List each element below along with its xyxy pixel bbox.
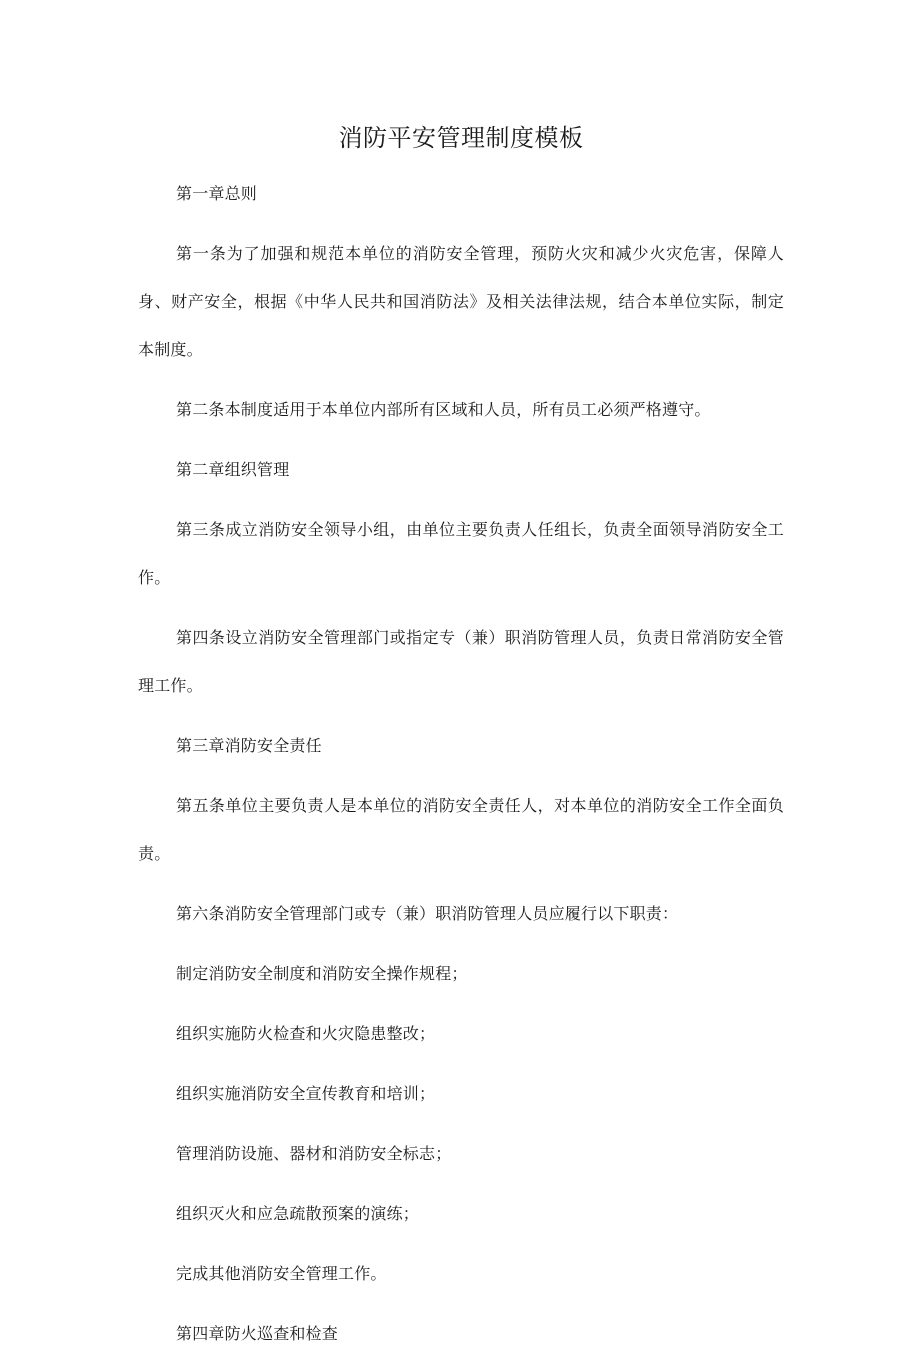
document-title: 消防平安管理制度模板 <box>338 124 584 152</box>
duty-item-1: 制定消防安全制度和消防安全操作规程； <box>176 964 468 983</box>
chapter-3-heading: 第三章消防安全责任 <box>176 736 322 755</box>
chapter-1-heading: 第一章总则 <box>176 184 258 203</box>
duty-item-6: 完成其他消防安全管理工作。 <box>176 1264 387 1283</box>
duty-item-4: 管理消防设施、器材和消防安全标志； <box>176 1144 452 1163</box>
article-2: 第二条本制度适用于本单位内部所有区域和人员，所有员工必须严格遵守。 <box>176 400 711 419</box>
article-3: 第三条成立消防安全领导小组，由单位主要负责人任组长，负责全面领导消防安全工作。 <box>138 520 784 587</box>
duty-item-5: 组织灭火和应急疏散预案的演练； <box>176 1204 420 1223</box>
chapter-4-heading: 第四章防火巡查和检查 <box>176 1324 339 1343</box>
document-body <box>138 118 784 1358</box>
chapter-2-heading: 第二章组织管理 <box>176 460 290 479</box>
article-5: 第五条单位主要负责人是本单位的消防安全责任人，对本单位的消防安全工作全面负责。 <box>138 796 784 863</box>
duty-item-2: 组织实施防火检查和火灾隐患整改； <box>176 1024 436 1043</box>
article-6: 第六条消防安全管理部门或专（兼）职消防管理人员应履行以下职责： <box>176 904 679 923</box>
duty-item-3: 组织实施消防安全宣传教育和培训； <box>176 1084 436 1103</box>
article-4: 第四条设立消防安全管理部门或指定专（兼）职消防管理人员，负责日常消防安全管理工作。 <box>138 628 784 695</box>
article-1: 第一条为了加强和规范本单位的消防安全管理，预防火灾和减少火灾危害，保障人身、财产安全，根据《中华人民共和国消防法》及相关法律法规，结合本单位实际，制定本制度。 <box>138 244 784 359</box>
